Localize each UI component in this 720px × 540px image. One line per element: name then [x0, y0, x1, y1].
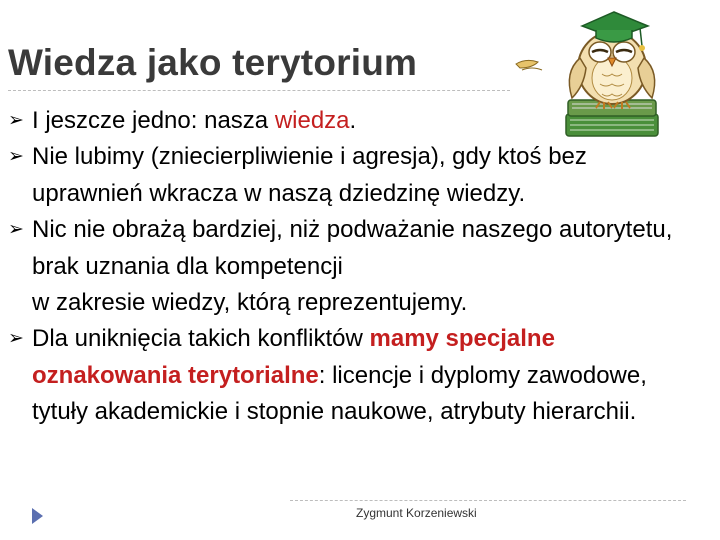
- bullet-text: Nic nie obrażą bardziej, niż podważanie naszego autorytetu, brak uznania dla kompetencji: [32, 216, 673, 280]
- arrow-bullet-icon: ➢: [8, 328, 24, 350]
- bullet-text: .: [349, 107, 357, 134]
- bullet-text: w zakresie wiedzy, którą reprezentujemy.: [32, 289, 468, 317]
- bullet-text: I jeszcze jedno: nasza: [32, 107, 275, 134]
- arrow-bullet-icon: ➢: [8, 110, 24, 131]
- highlight-text: mamy specjalne oznakowania terytorialne: [32, 325, 555, 389]
- bullet-list: [8, 103, 698, 431]
- slide-title: Wiedza jako terytorium: [8, 42, 418, 83]
- bullet-text: Dla uniknięcia takich konfliktów: [32, 325, 370, 353]
- arrow-bullet-icon: ➢: [8, 219, 24, 241]
- footer-divider: [290, 500, 686, 501]
- title-divider: [8, 90, 510, 91]
- bullet-text: Nie lubimy (zniecierpliwienie i agresja), gdy ktoś bez uprawnień wkracza w naszą dziedzinę wiedzy.: [32, 143, 587, 207]
- bullet-item-2: [8, 139, 698, 212]
- slide-nav-arrow-icon[interactable]: [30, 507, 44, 525]
- bullet-item-4: [8, 321, 698, 430]
- highlight-text: wiedza: [274, 107, 350, 134]
- bullet-text: : licencje i dyplomy zawodowe, tytuły akademickie i stopnie naukowe, atrybuty hierarchii.: [32, 361, 647, 426]
- bullet-item-3: [8, 212, 698, 321]
- bullet-item-1: [8, 103, 698, 139]
- footer-author: Zygmunt Korzeniewski: [356, 506, 477, 520]
- arrow-bullet-icon: ➢: [8, 146, 24, 168]
